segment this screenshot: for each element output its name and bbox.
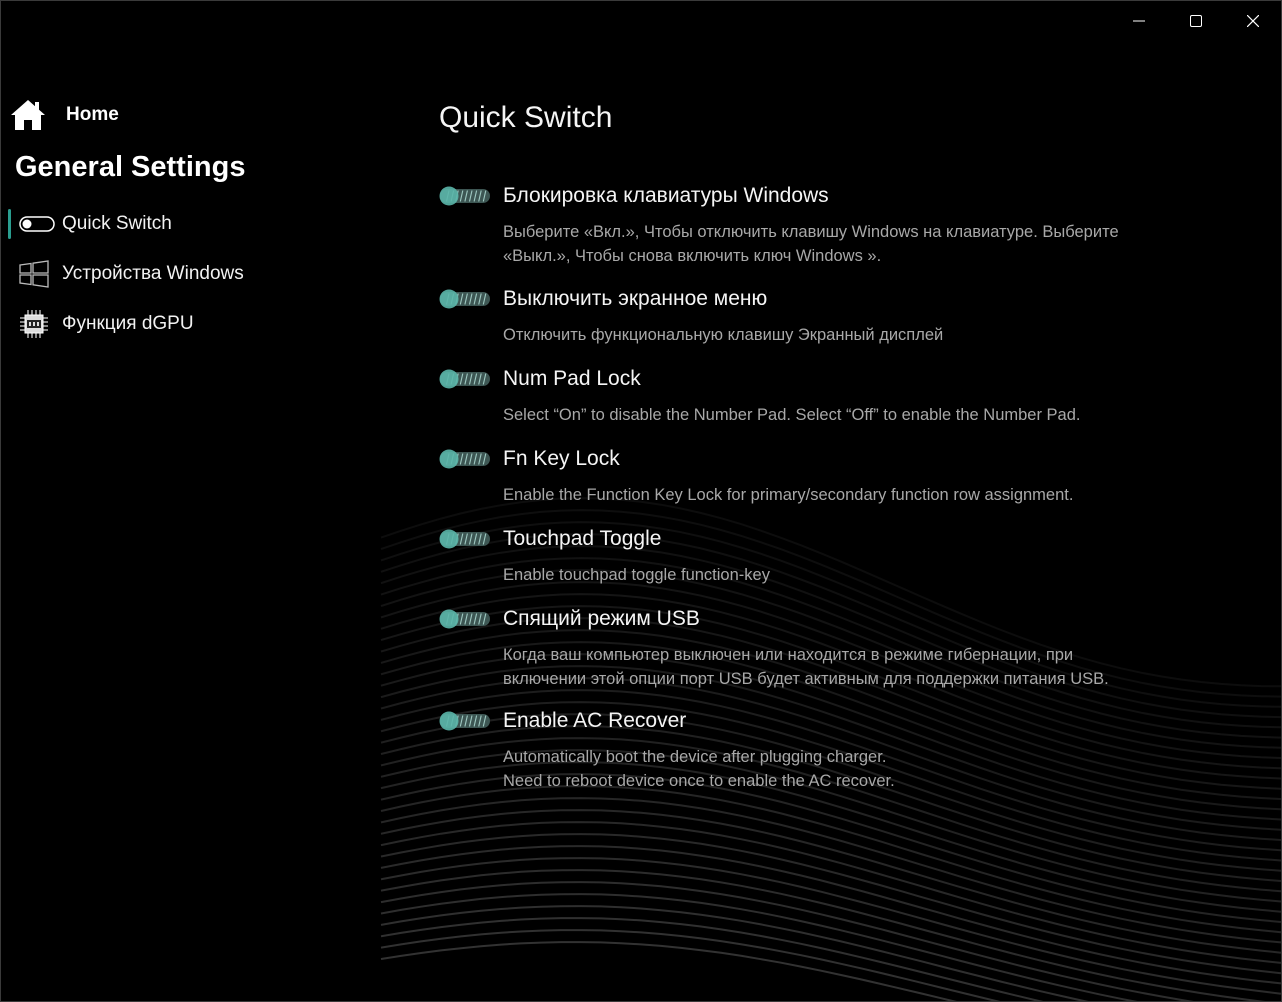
setting-touchpad-toggle (439, 522, 1179, 602)
page-title: Quick Switch (439, 101, 613, 134)
setting-title: Блокировка клавиатуры Windows (503, 184, 829, 207)
home-icon (10, 99, 46, 131)
sidebar-item-label: Функция dGPU (62, 313, 194, 334)
sidebar-section-title: General Settings (15, 151, 246, 183)
toggle-switch-icon (19, 210, 55, 238)
setting-num-pad-lock (439, 362, 1179, 442)
sidebar-item-windows-devices[interactable] (8, 249, 244, 299)
setting-description: Select “On” to disable the Number Pad. Select “Off” to enable the Number Pad. (503, 406, 1081, 424)
toggle-switch[interactable] (439, 527, 491, 551)
sidebar-item-label: Quick Switch (62, 213, 172, 234)
setting-description: Enable touchpad toggle function-key (503, 566, 770, 584)
setting-description: Когда ваш компьютер выключен или находится в режиме гибернации, при включении этой опции порт USB будет активным для поддержки питания USB. (503, 646, 1109, 688)
home-label: Home (66, 104, 119, 125)
setting-description: Выберите «Вкл.», Чтобы отключить клавишу Windows на клавиатуре. Выберите «Выкл.», Чтобы снова включить ключ Windows ». (503, 223, 1119, 265)
setting-title: Enable AC Recover (503, 709, 687, 732)
sidebar-nav (8, 199, 244, 349)
setting-description: Отключить функциональную клавишу Экранный дисплей (503, 326, 944, 344)
setting-title: Спящий режим USB (503, 607, 700, 630)
windows-logo-icon (19, 260, 55, 288)
setting-description: Enable the Function Key Lock for primary/secondary function row assignment. (503, 486, 1074, 504)
setting-usb-sleep (439, 602, 1179, 704)
sidebar-item-quick-switch[interactable] (8, 199, 244, 249)
setting-title: Выключить экранное меню (503, 287, 768, 310)
home-link[interactable] (10, 99, 119, 131)
settings-list (439, 179, 1179, 804)
minimize-icon (1133, 15, 1145, 27)
setting-fn-key-lock (439, 442, 1179, 522)
close-icon (1247, 15, 1259, 27)
gpu-chip-icon (19, 310, 55, 338)
toggle-switch[interactable] (439, 447, 491, 471)
close-button[interactable] (1224, 1, 1281, 41)
maximize-button[interactable] (1167, 1, 1224, 41)
toggle-switch[interactable] (439, 184, 491, 208)
setting-description: Automatically boot the device after plugging charger. Need to reboot device once to enable the AC recover. (503, 748, 895, 790)
title-bar (1110, 1, 1281, 41)
sidebar-item-label: Устройства Windows (62, 263, 244, 284)
setting-windows-key-lock (439, 179, 1179, 282)
setting-ac-recover (439, 704, 1179, 804)
sidebar-item-dgpu[interactable] (8, 299, 244, 349)
setting-title: Num Pad Lock (503, 367, 641, 390)
toggle-switch[interactable] (439, 709, 491, 733)
setting-title: Touchpad Toggle (503, 527, 662, 550)
setting-title: Fn Key Lock (503, 447, 620, 470)
setting-disable-osd (439, 282, 1179, 362)
toggle-switch[interactable] (439, 367, 491, 391)
toggle-switch[interactable] (439, 607, 491, 631)
maximize-icon (1190, 15, 1202, 27)
minimize-button[interactable] (1110, 1, 1167, 41)
toggle-switch[interactable] (439, 287, 491, 311)
